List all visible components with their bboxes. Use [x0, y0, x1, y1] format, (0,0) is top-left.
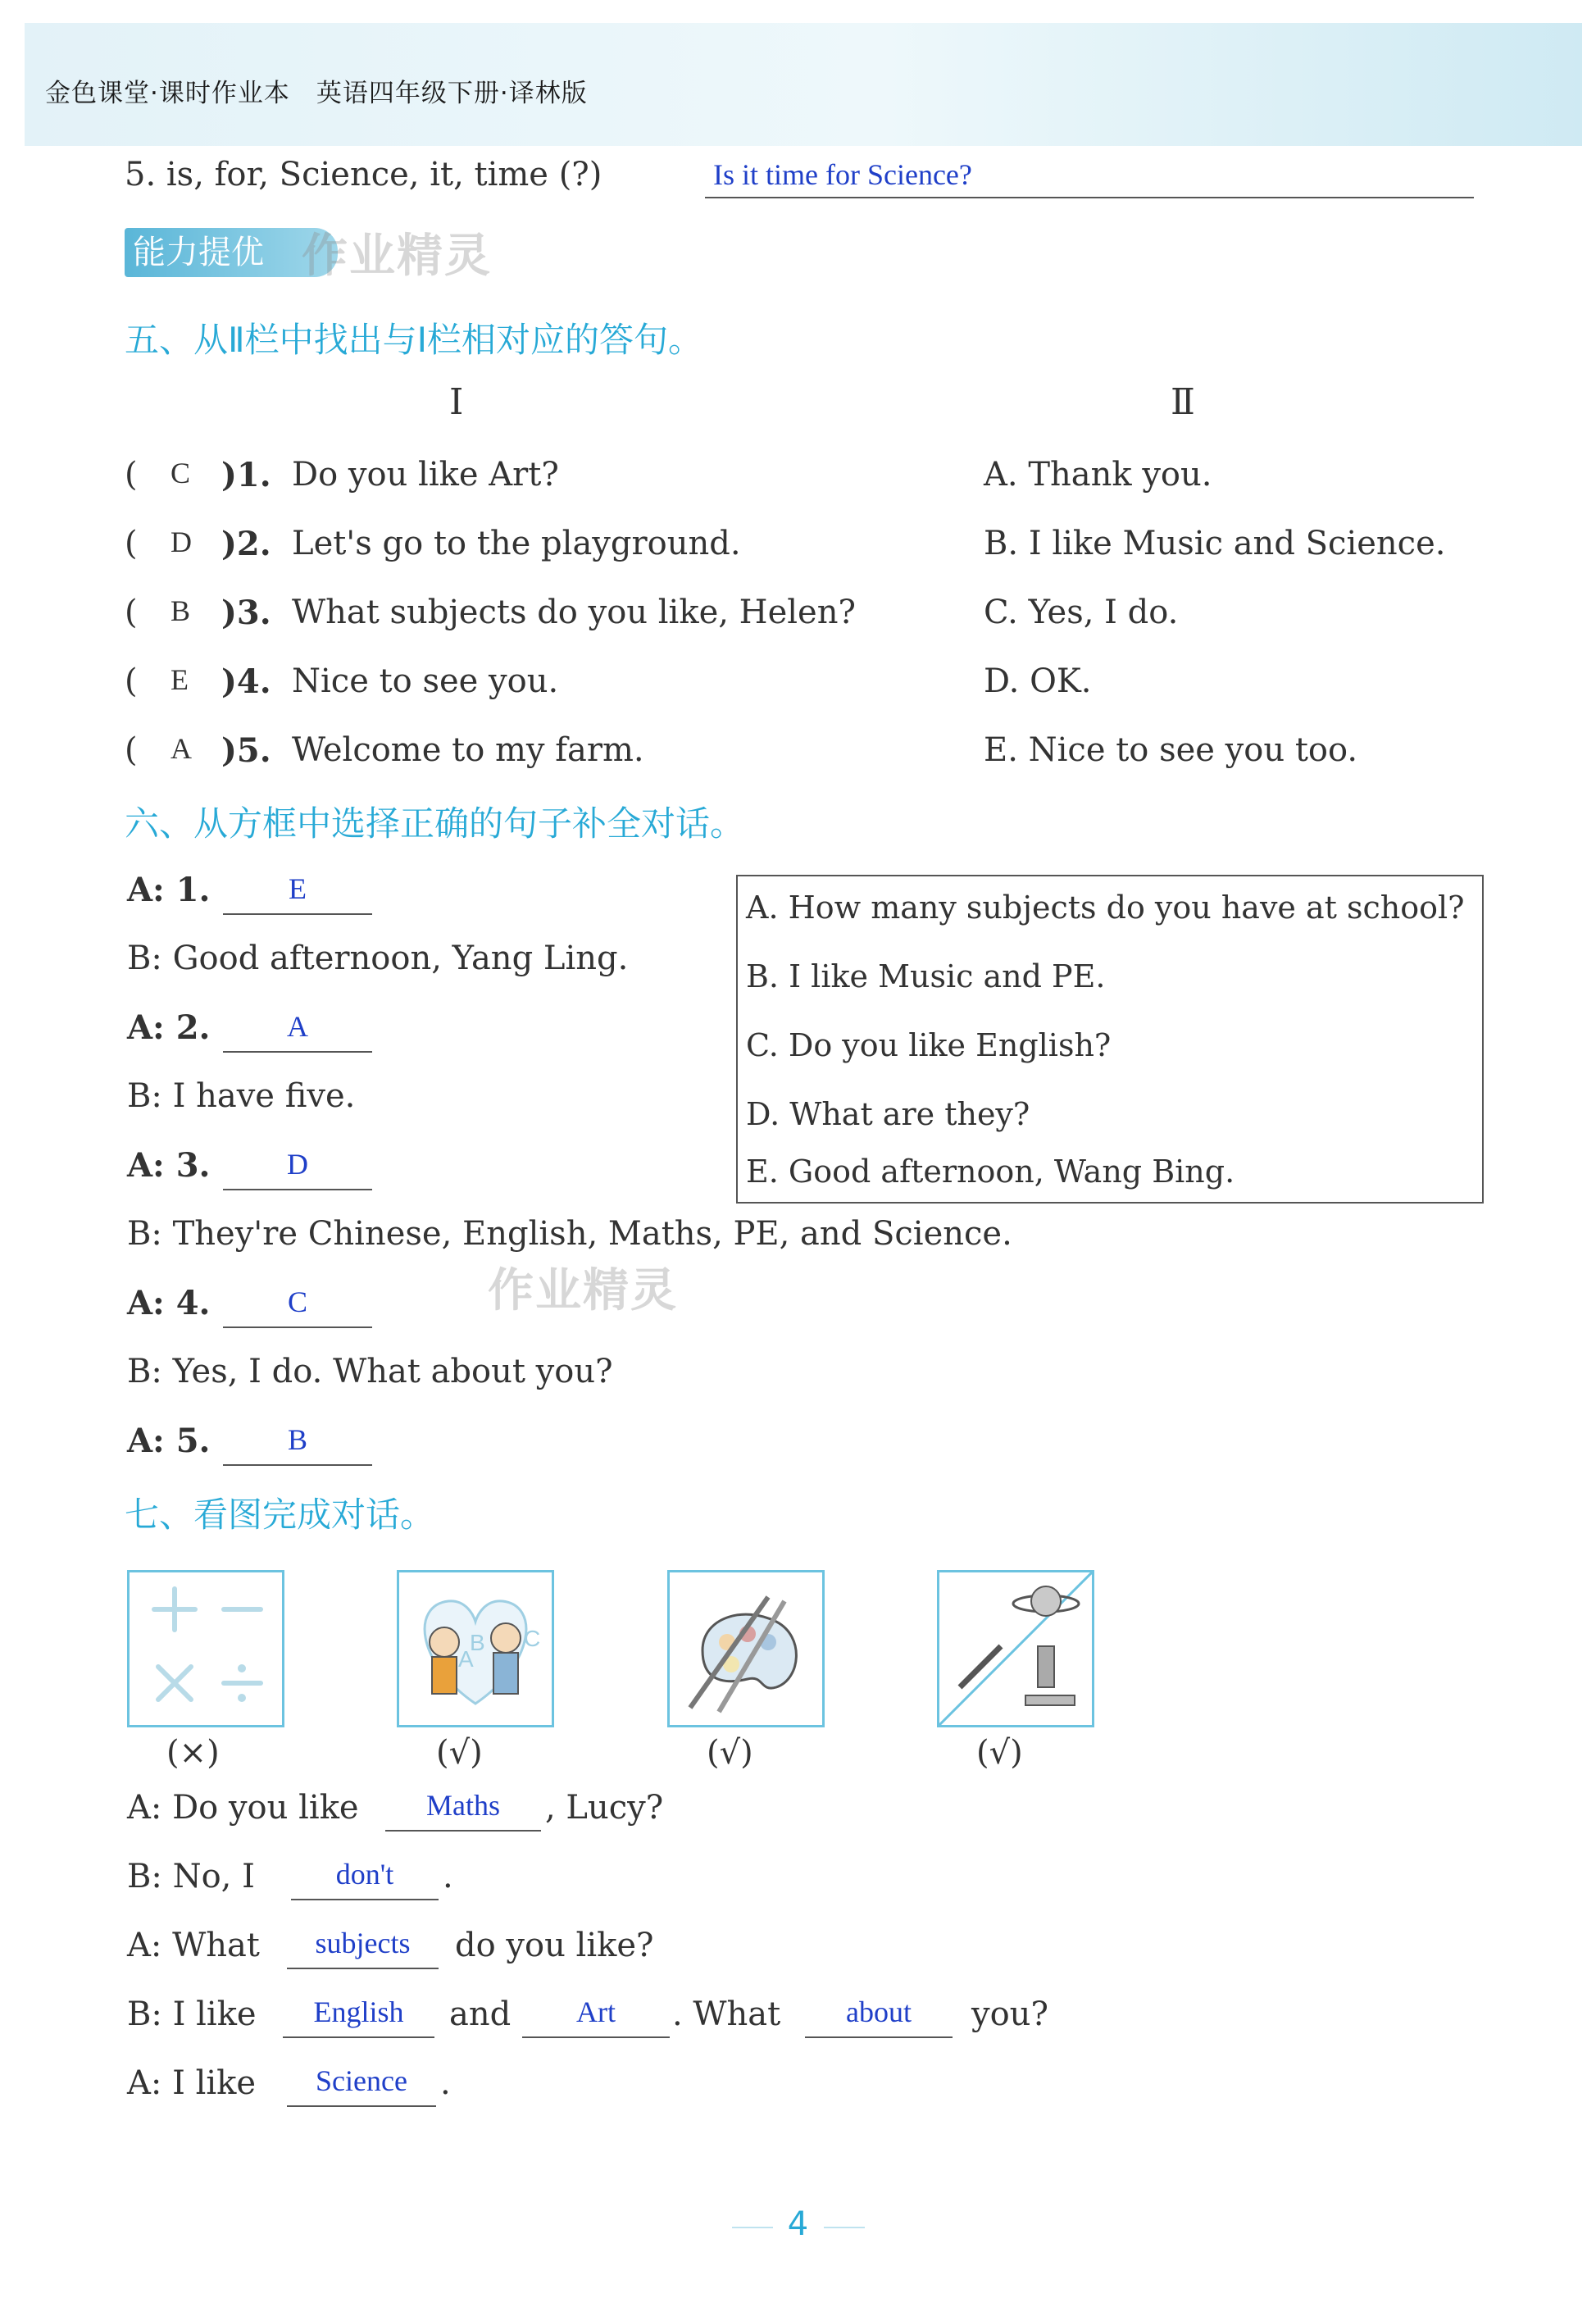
dialogue-text: .	[440, 2064, 451, 2102]
blank-answer: don't	[335, 1858, 394, 1891]
science-tools-icon	[939, 1572, 1092, 1725]
matching-answer: B	[171, 594, 191, 627]
item-number: )5.	[221, 731, 271, 770]
dialogue-line: B: Good afternoon, Yang Ling.	[127, 940, 629, 977]
matching-answer: E	[171, 663, 189, 696]
box-option: C. Do you like English?	[746, 1027, 1112, 1063]
picture-mark: (×)	[166, 1734, 220, 1772]
art-palette-icon	[670, 1572, 822, 1725]
answer-blank	[522, 1994, 670, 2038]
blank-answer: Maths	[426, 1789, 500, 1822]
english-picture	[397, 1570, 554, 1727]
blank-answer: about	[846, 1995, 912, 2028]
option-text: E. Nice to see you too.	[984, 731, 1358, 769]
maths-picture	[127, 1570, 284, 1727]
option-text: C. Yes, I do.	[984, 594, 1179, 631]
art-picture	[667, 1570, 825, 1727]
blank-answer: Art	[576, 1995, 616, 2028]
english-abc-icon	[399, 1572, 552, 1725]
item-number: )2.	[221, 525, 271, 563]
answer-blank	[223, 1284, 372, 1328]
section6-title: 六、从方框中选择正确的句子补全对话。	[125, 803, 745, 844]
dialogue-text: , Lucy?	[545, 1789, 664, 1827]
answer-blank	[223, 1146, 372, 1190]
question-text: Nice to see you.	[292, 662, 559, 700]
dialogue-label: A: 2.	[127, 1008, 211, 1047]
dialogue-label: A: 3.	[127, 1146, 211, 1185]
answer-blank	[283, 1994, 434, 2038]
dialogue-text: A: I like	[127, 2064, 257, 2102]
page-number: 4	[787, 2205, 809, 2243]
column-1-header: Ⅰ	[449, 381, 464, 423]
column-2-header: Ⅱ	[1171, 381, 1195, 423]
svg-text:C: C	[524, 1626, 541, 1651]
question-text: Welcome to my farm.	[292, 731, 644, 769]
section-badge: 能力提优	[125, 228, 338, 277]
section5-title: 五、从Ⅱ栏中找出与Ⅰ栏相对应的答句。	[125, 320, 703, 360]
picture-mark: (√)	[436, 1734, 483, 1772]
answer-blank	[223, 1422, 372, 1466]
item-number: )1.	[221, 456, 271, 494]
q5-answer: Is it time for Science?	[713, 158, 972, 191]
dialogue-text: B: No, I	[127, 1858, 255, 1895]
header-title: 金色课堂·课时作业本 英语四年级下册·译林版	[45, 79, 588, 108]
blank-answer: English	[313, 1995, 404, 2028]
watermark: 作业精灵	[302, 230, 492, 283]
section7-title: 七、看图完成对话。	[125, 1495, 435, 1535]
option-text: A. Thank you.	[984, 456, 1212, 494]
svg-text:B: B	[470, 1630, 485, 1655]
dialogue-text: B: I like	[127, 1995, 257, 2033]
blank-answer: Science	[316, 2064, 407, 2097]
page-number-rule-right	[824, 2227, 865, 2228]
options-box	[736, 875, 1484, 1204]
blank-answer: A	[287, 1010, 308, 1043]
answer-blank	[223, 1008, 372, 1053]
paren-left: (	[125, 662, 138, 700]
blank-answer: subjects	[315, 1927, 411, 1959]
matching-answer: D	[171, 526, 192, 558]
svg-text:A: A	[458, 1646, 474, 1672]
maths-symbols-icon	[130, 1572, 282, 1725]
answer-blank	[287, 1925, 439, 1969]
blank-answer: B	[287, 1423, 307, 1456]
dialogue-text: . What	[672, 1995, 781, 2033]
answer-blank	[805, 1994, 953, 2038]
dialogue-label: A: 4.	[127, 1284, 211, 1322]
dialogue-text: and	[449, 1995, 512, 2033]
box-option: A. How many subjects do you have at school?	[746, 890, 1465, 926]
matching-answer: C	[171, 457, 191, 489]
dialogue-text: A: Do you like	[127, 1789, 359, 1827]
option-text: B. I like Music and Science.	[984, 525, 1446, 562]
box-option: B. I like Music and PE.	[746, 958, 1106, 994]
box-option: D. What are they?	[746, 1096, 1030, 1132]
matching-answer: A	[171, 732, 192, 765]
dialogue-line: B: Yes, I do. What about you?	[127, 1353, 613, 1390]
blank-answer: C	[287, 1286, 307, 1318]
picture-mark: (√)	[976, 1734, 1023, 1772]
dialogue-text: you?	[971, 1995, 1048, 2033]
q5-prompt: 5. is, for, Science, it, time (?)	[125, 156, 602, 193]
dialogue-line: B: They're Chinese, English, Maths, PE, and Science.	[127, 1215, 1012, 1253]
science-picture	[937, 1570, 1094, 1727]
answer-blank	[223, 871, 372, 915]
answer-blank	[291, 1856, 439, 1900]
question-text: Let's go to the playground.	[292, 525, 741, 562]
picture-mark: (√)	[707, 1734, 753, 1772]
paren-left: (	[125, 594, 138, 631]
paren-left: (	[125, 456, 138, 494]
item-number: )4.	[221, 662, 271, 701]
box-option: E. Good afternoon, Wang Bing.	[746, 1154, 1235, 1190]
dialogue-text: .	[443, 1858, 453, 1895]
paren-left: (	[125, 525, 138, 562]
paren-left: (	[125, 731, 138, 769]
option-text: D. OK.	[984, 662, 1092, 700]
blank-answer: E	[289, 872, 307, 905]
dialogue-label: A: 5.	[127, 1422, 211, 1460]
answer-blank	[385, 1787, 541, 1832]
dialogue-label: A: 1.	[127, 871, 211, 909]
dialogue-text: do you like?	[455, 1927, 654, 1964]
dialogue-line: B: I have five.	[127, 1077, 356, 1115]
question-text: Do you like Art?	[292, 456, 559, 494]
question-text: What subjects do you like, Helen?	[292, 594, 856, 631]
watermark: 作业精灵	[488, 1264, 678, 1317]
answer-blank	[287, 2063, 436, 2107]
item-number: )3.	[221, 594, 271, 632]
q5-answer-line	[705, 154, 1474, 198]
blank-answer: D	[287, 1148, 308, 1181]
dialogue-text: A: What	[127, 1927, 260, 1964]
